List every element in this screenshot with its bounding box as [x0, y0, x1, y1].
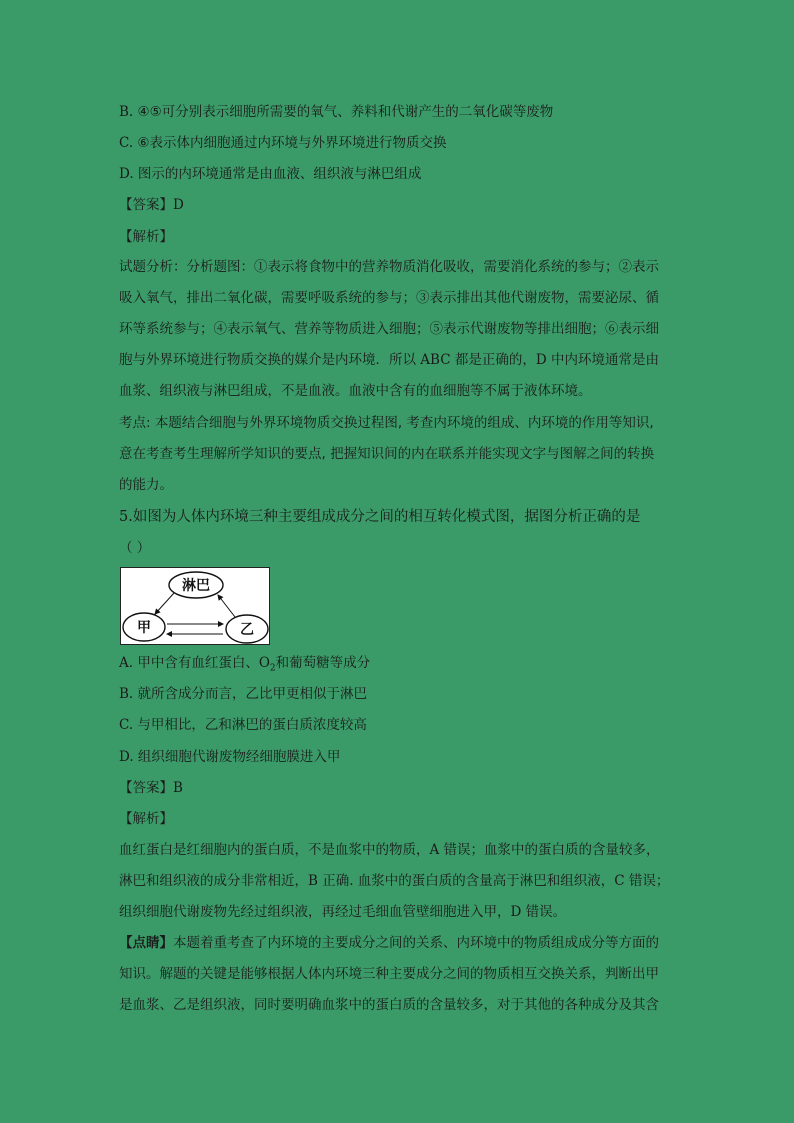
- q5-option-d: D. 组织细胞代谢废物经细胞膜进入甲: [119, 749, 341, 765]
- q5-analysis-line: 组织细胞代谢废物先经过组织液，再经过毛细血管壁细胞进入甲，D 错误。: [119, 904, 567, 920]
- kaodian-line: 意在考查考生理解所学知识的要点, 把握知识间的内在联系并能实现文字与图解之间的转换: [119, 446, 655, 462]
- analysis-line: 吸入氧气，排出二氧化碳，需要呼吸系统的参与；③表示排出其他代谢废物，需要泌尿、循: [119, 290, 659, 306]
- q5-option-a: [119, 654, 370, 678]
- q5-option-a-post: 和葡萄糖等成分: [275, 655, 371, 671]
- arrow-yi-to-lymph: [218, 595, 235, 617]
- q5-option-c: C. 与甲相比，乙和淋巴的蛋白质浓度较高: [119, 717, 367, 733]
- question-5: 5.如图为人体内环境三种主要组成成分之间的相互转化模式图，据图分析正确的是: [119, 509, 641, 525]
- kaodian-line: 的能力。: [119, 477, 173, 493]
- q5-option-b: B. 就所含成分而言，乙比甲更相似于淋巴: [119, 686, 368, 702]
- dianjing-line-0: 本题着重考查了内环境的主要成分之间的关系、内环境中的物质组成成分等方面的: [173, 935, 659, 951]
- q5-analysis-line: 血红蛋白是红细胞内的蛋白质，不是血浆中的物质，A 错误；血浆中的蛋白质的含量较多，: [119, 842, 660, 858]
- kaodian-line: 考点: 本题结合细胞与外界环境物质交换过程图, 考查内环境的组成、内环境的作用等知识,: [119, 415, 654, 431]
- analysis-text: [119, 252, 675, 407]
- analysis-line: 试题分析：分析题图：①表示将食物中的营养物质消化吸收，需要消化系统的参与；②表示: [119, 259, 659, 275]
- dianjing-label: 【点睛】: [119, 935, 173, 951]
- dianjing-line: [119, 928, 675, 959]
- kaodian-text: [119, 408, 675, 501]
- q5-option-a-pre: A. 甲中含有血红蛋白、O: [119, 655, 270, 671]
- node-yi-label: 乙: [240, 622, 254, 638]
- analysis-line: 血浆、组织液与淋巴组成，不是血液。血液中含有的血细胞等不属于液体环境。: [119, 383, 592, 399]
- option-b: B. ④⑤可分别表示细胞所需要的氧气、养料和代谢产生的二氧化碳等废物: [119, 104, 554, 120]
- q5-option-a-sub: 2: [269, 663, 276, 674]
- option-d: D. 图示的内环境通常是由血液、组织液与淋巴组成: [119, 166, 422, 182]
- option-c: C. ⑥表示体内细胞通过内环境与外界环境进行物质交换: [119, 135, 447, 151]
- node-lymph-label: 淋巴: [182, 578, 210, 594]
- node-jia-label: 甲: [137, 620, 151, 636]
- answer-label: 【答案】D: [119, 197, 184, 213]
- transformation-diagram: [120, 567, 270, 645]
- q5-answer-label: 【答案】B: [119, 780, 183, 796]
- q5-analysis-text: [119, 835, 675, 928]
- analysis-line: 胞与外界环境进行物质交换的媒介是内环境．所以 ABC 都是正确的，D 中内环境通常是由: [119, 352, 659, 368]
- q5-analysis-title: 【解析】: [119, 811, 173, 827]
- dianjing-text: [119, 928, 675, 1021]
- question-paren: （ ）: [119, 540, 151, 556]
- analysis-title: 【解析】: [119, 229, 173, 245]
- analysis-line: 环等系统参与；④表示氧气、营养等物质进入细胞；⑤表示代谢废物等排出细胞；⑥表示细: [119, 321, 659, 337]
- q5-analysis-line: 淋巴和组织液的成分非常相近，B 正确. 血浆中的蛋白质的含量高于淋巴和组织液，C 错误；: [119, 873, 670, 889]
- dianjing-line: 是血浆、乙是组织液，同时要明确血浆中的蛋白质的含量较多，对于其他的各种成分及其含: [119, 997, 659, 1013]
- arrow-lymph-to-jia: [155, 593, 174, 614]
- dianjing-line: 知识。解题的关键是能够根据人体内环境三种主要成分之间的物质相互交换关系，判断出甲: [119, 966, 659, 982]
